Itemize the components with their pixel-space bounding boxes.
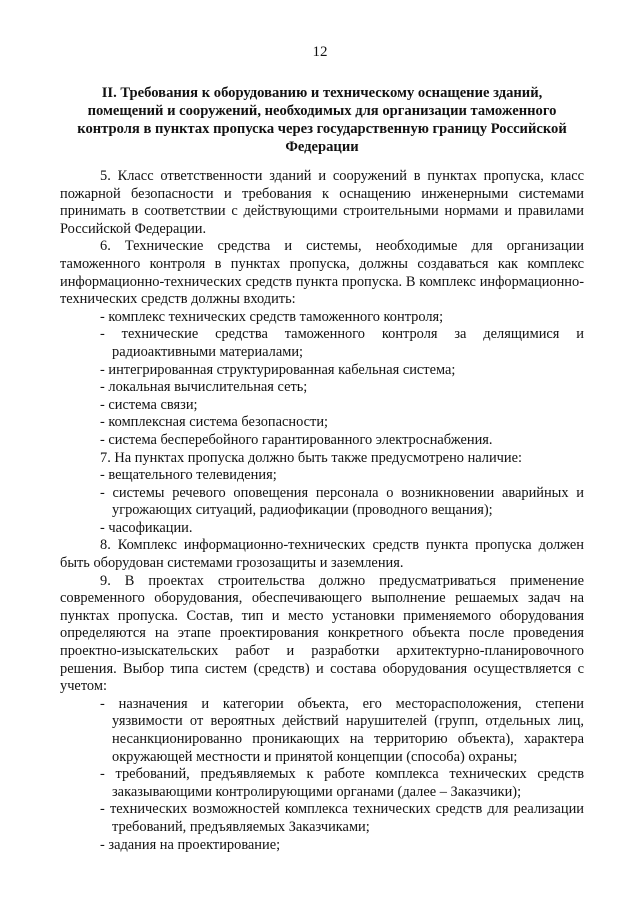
paragraph-6: 6. Технические средства и системы, необходимые для организации таможенного контроля в пунктах пропуска, должны создаваться как комплекс информационно-технических средств пункта пропуска. В комплекс информационно-технических средств должны входить: [60,238,584,308]
list-item: - система связи; [100,396,198,413]
list-item: - интегрированная структурированная кабельная система; [100,361,456,378]
list-item: - задания на проектирование; [100,836,281,853]
list-item: - системы речевого оповещения персонала о возникновении аварийных и угрожающих ситуаций, радиофикации (проводного вещания); [100,484,584,519]
list-item: - технических возможностей комплекса технических средств для реализации требований, предъявляемых Заказчиками; [100,801,584,835]
list-item: - вещательного телевидения; [100,467,277,484]
list-item: - часофикации. [100,519,193,536]
paragraph-5: 5. Класс ответственности зданий и сооружений в пунктах пропуска, класс пожарной безопасности и требования к оснащению инженерными системами принимать в соответствии с действующими строительными нормами и правилами Российской Федерации. [60,168,584,237]
list-item: - комплексная система безопасности; [100,414,329,431]
list-item: - система бесперебойного гарантированного электроснабжения. [100,431,493,448]
page-number: 12 [312,44,328,60]
paragraph-8: 8. Комплекс информационно-технических средств пункта пропуска должен быть оборудован системами грозозащиты и заземления. [60,537,584,572]
list-item: - назначения и категории объекта, его месторасположения, степени уязвимости от вероятных действий нарушителей (групп, отдельных лиц, несанкционированно проникающих на территорию объекта), характера окружающей местности и принятой концепции (способа) охраны; [100,695,584,765]
list-item: - локальная вычислительная сеть; [100,379,308,396]
list-item: - комплекс технических средств таможенного контроля; [100,308,444,325]
section-heading: II. Требования к оборудованию и техническому оснащение зданий, помещений и сооружений, необходимых для организации таможенного контроля в пунктах пропуска через государственную границу Российской Федерации [77,85,567,155]
document-body [60,168,584,854]
list-item: - технические средства таможенного контроля за делящимися и радиоактивными материалами; [100,326,584,360]
paragraph-9: 9. В проектах строительства должно предусматриваться применение современного оборудования, обеспечивающего выполнение решаемых задач на пунктах пропуска. Состав, тип и место установки применяемого оборудования определяются на этапе проектирования конкретного объекта после проведения проектно-изыскательских работ и разработки архитектурно-планировочного решения. Выбор типа систем (средств) и состава оборудования осуществляется с учетом: [60,572,584,695]
list-item: - требований, предъявляемых к работе комплекса технических средств заказывающими контролирующими органами (далее – Заказчики); [100,766,584,800]
paragraph-7: 7. На пунктах пропуска должно быть также предусмотрено наличие: [100,449,522,466]
